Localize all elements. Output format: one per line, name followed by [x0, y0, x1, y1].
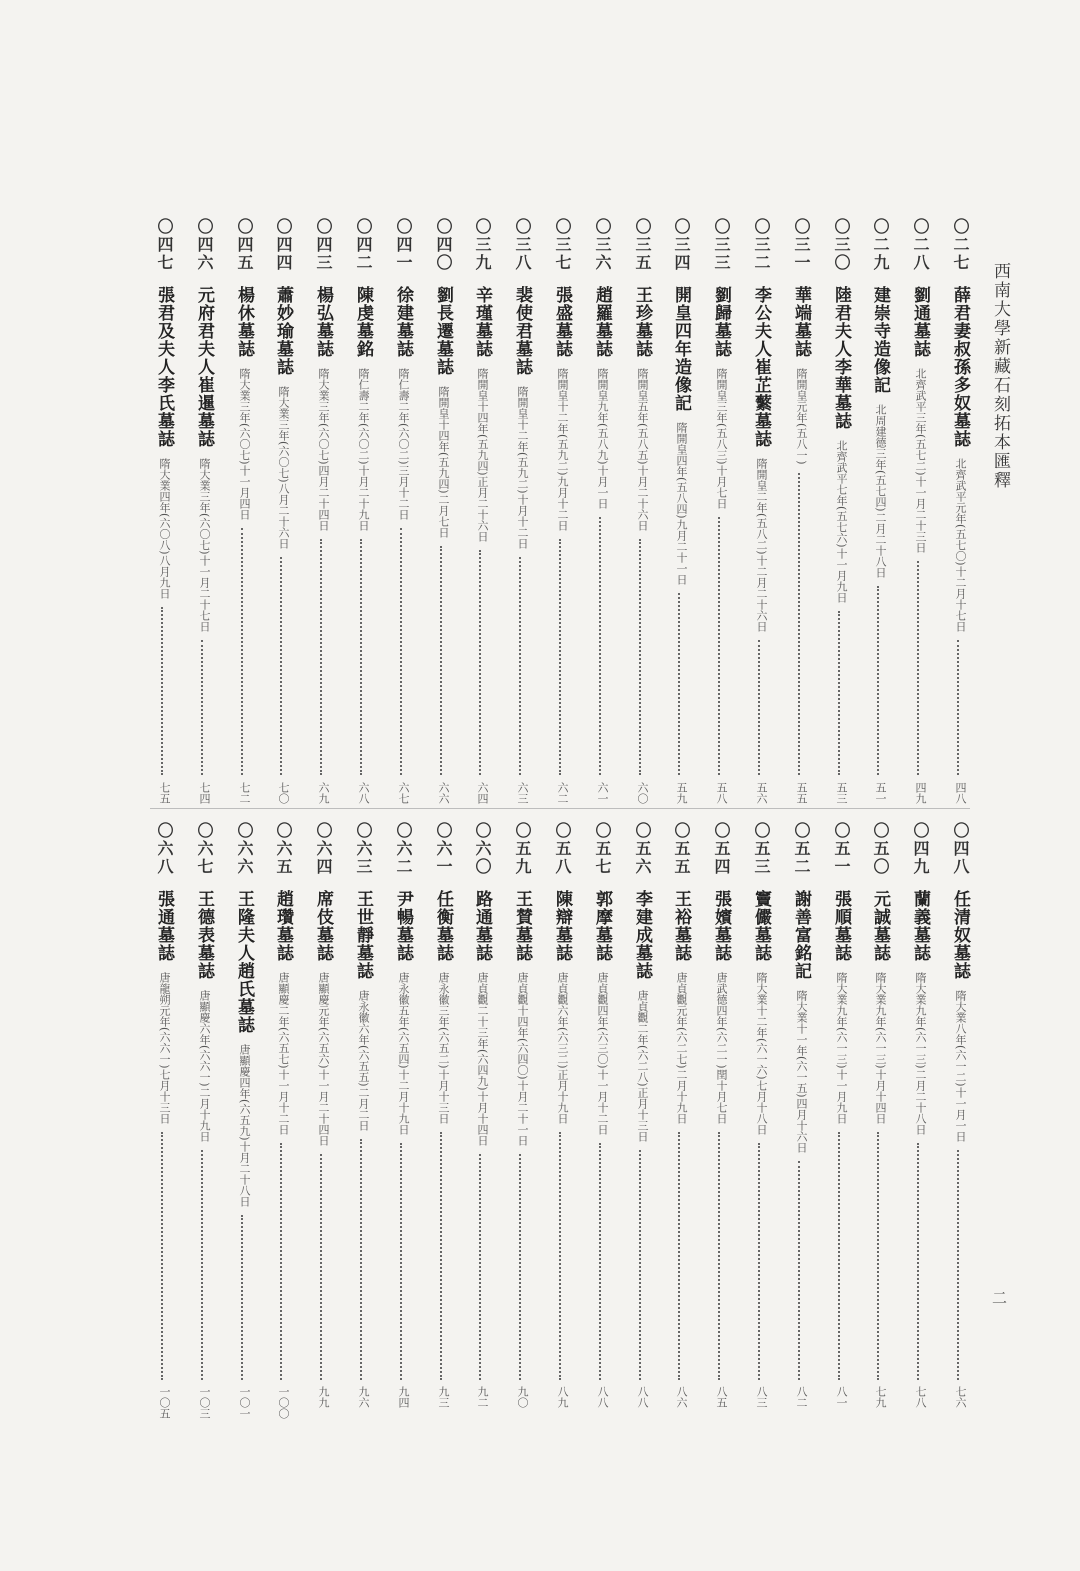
toc-entry[interactable]: [386, 218, 416, 520]
toc-entry[interactable]: [346, 822, 376, 1131]
toc-entry[interactable]: [465, 218, 495, 542]
toc-entry[interactable]: [306, 822, 336, 1146]
dot-leader: [400, 1143, 405, 1380]
dot-leader: [798, 1161, 803, 1380]
dot-leader: [639, 539, 644, 775]
entry-number: 〇四四: [274, 218, 293, 272]
toc-entry[interactable]: [824, 822, 854, 1124]
entry-date: 北齊武平元年(五七〇)十二月十七日: [954, 458, 967, 632]
entry-title: 席伎墓誌: [313, 890, 333, 962]
entry-page-number: 四九: [914, 782, 927, 804]
entry-title: 王賛墓誌: [512, 890, 532, 962]
entry-page-number: 九四: [397, 1386, 410, 1408]
dot-leader: [758, 640, 763, 775]
entry-page-number: 七〇: [277, 782, 290, 804]
entry-title: 開皇四年造像記: [671, 286, 691, 412]
toc-entry[interactable]: [664, 218, 694, 585]
dot-leader: [957, 1150, 962, 1380]
toc-entry[interactable]: [426, 218, 456, 538]
toc-entry[interactable]: [346, 218, 376, 531]
toc-entry[interactable]: [187, 822, 217, 1142]
dot-leader: [957, 640, 962, 775]
entry-title: 陳辯墓誌: [552, 890, 572, 962]
entry-number: 〇四〇: [434, 218, 453, 272]
entry-title: 蕭妙瑜墓誌: [273, 286, 293, 376]
entry-page-number: 九三: [437, 1386, 450, 1408]
toc-entry[interactable]: [585, 218, 615, 509]
dot-leader: [241, 1215, 246, 1380]
entry-title: 任衡墓誌: [433, 890, 453, 962]
entry-number: 〇三三: [712, 218, 731, 272]
entry-number: 〇五三: [752, 822, 771, 876]
dot-leader: [559, 1132, 564, 1380]
toc-entry[interactable]: [147, 822, 177, 1124]
entry-page-number: 七九: [874, 1386, 887, 1408]
entry-date: 隋仁壽二年(六〇二)十月二十九日: [357, 368, 370, 531]
entry-number: 〇六八: [155, 822, 174, 876]
entry-title: 王德表墓誌: [194, 890, 214, 980]
toc-entry[interactable]: [625, 822, 655, 1142]
entry-page-number: 九九: [317, 1386, 330, 1408]
entry-number: 〇四二: [354, 218, 373, 272]
entry-title: 徐建墓誌: [393, 286, 413, 358]
entry-number: 〇六七: [195, 822, 214, 876]
entry-title: 張盛墓誌: [552, 286, 572, 358]
entry-number: 〇三四: [672, 218, 691, 272]
entry-number: 〇六五: [274, 822, 293, 876]
entry-title: 王裕墓誌: [671, 890, 691, 962]
entry-date: 北齊武平三年(五七二)十一月二十三日: [914, 368, 927, 553]
entry-number: 〇五八: [553, 822, 572, 876]
entry-number: 〇五一: [832, 822, 851, 876]
entry-date: 唐永徽三年(六五二)十月十三日: [437, 972, 450, 1124]
entry-date: 隋大業三年(六〇七)四月二十四日: [317, 368, 330, 531]
entry-page-number: 七六: [954, 1386, 967, 1408]
entry-page-number: 五九: [675, 782, 688, 804]
entry-page-number: 一〇〇: [277, 1386, 290, 1419]
entry-date: 北周建德三年(五七四)二月二十八日: [874, 404, 887, 578]
entry-date: 隋開皇十二年(五九二)十月十二日: [516, 386, 529, 549]
toc-entry[interactable]: [227, 218, 257, 520]
dot-leader: [718, 1132, 723, 1380]
entry-title: 裴使君墓誌: [512, 286, 532, 376]
dot-leader: [758, 1143, 763, 1380]
entry-title: 趙羅墓誌: [592, 286, 612, 358]
dot-leader: [798, 473, 803, 775]
entry-date: 隋大業三年(六〇七)十一月四日: [238, 368, 251, 520]
entry-date: 隋開皇九年(五八九)十月一日: [596, 368, 609, 509]
entry-number: 〇二九: [871, 218, 890, 272]
dot-leader: [440, 546, 445, 775]
entry-title: 劉歸墓誌: [711, 286, 731, 358]
entry-title: 薛君妻叔孫多奴墓誌: [950, 286, 970, 448]
dot-leader: [678, 593, 683, 775]
entry-number: 〇三六: [593, 218, 612, 272]
entry-page-number: 六六: [437, 782, 450, 804]
dot-leader: [440, 1132, 445, 1380]
dot-leader: [360, 539, 365, 775]
entry-date: 唐龍朔元年(六六一)七月十三日: [158, 972, 171, 1124]
toc-entry[interactable]: [426, 822, 456, 1124]
entry-date: 唐顯慶六年(六六一)二月十九日: [198, 990, 211, 1142]
entry-page-number: 八三: [755, 1386, 768, 1408]
dot-leader: [877, 586, 882, 775]
entry-date: 隋開皇四年(五八四)九月二十一日: [675, 422, 688, 585]
entry-number: 〇五九: [513, 822, 532, 876]
entry-page-number: 八九: [556, 1386, 569, 1408]
dot-leader: [559, 539, 564, 775]
entry-number: 〇四八: [951, 822, 970, 876]
entry-title: 張順墓誌: [831, 890, 851, 962]
toc-entry[interactable]: [465, 822, 495, 1146]
entry-number: 〇六〇: [473, 822, 492, 876]
entry-title: 趙瓚墓誌: [273, 890, 293, 962]
toc-entry[interactable]: [863, 218, 893, 578]
dot-leader: [479, 550, 484, 775]
entry-number: 〇六六: [235, 822, 254, 876]
entry-number: 〇六一: [434, 822, 453, 876]
entry-page-number: 九二: [476, 1386, 489, 1408]
toc-entry[interactable]: [147, 218, 177, 599]
toc-entry[interactable]: [227, 822, 257, 1207]
entry-page-number: 四八: [954, 782, 967, 804]
entry-number: 〇四五: [235, 218, 254, 272]
entry-title: 陳虔墓銘: [353, 286, 373, 358]
entry-number: 〇四三: [314, 218, 333, 272]
entry-page-number: 六二: [556, 782, 569, 804]
entry-date: 唐貞觀十四年(六四〇)十月二十一日: [516, 972, 529, 1146]
entry-date: 唐顯慶二年(六五七)十一月十二日: [277, 972, 290, 1135]
entry-date: 隋大業三年(六〇七)八月二十六日: [277, 386, 290, 549]
entry-date: 唐貞觀二十三年(六四九)十月十四日: [476, 972, 489, 1146]
entry-date: 隋大業九年(六一三)二月二十八日: [914, 972, 927, 1135]
entry-date: 隋大業十一年(六一五)四月十六日: [795, 990, 808, 1153]
entry-title: 蘭義墓誌: [910, 890, 930, 962]
entry-page-number: 六八: [357, 782, 370, 804]
entry-number: 〇四九: [911, 822, 930, 876]
entry-number: 〇三五: [633, 218, 652, 272]
entry-page-number: 八八: [596, 1386, 609, 1408]
toc-entry[interactable]: [266, 822, 296, 1135]
entry-title: 元府君夫人崔暹墓誌: [194, 286, 214, 448]
entry-page-number: 六一: [596, 782, 609, 804]
entry-title: 張通墓誌: [154, 890, 174, 962]
toc-entry[interactable]: [744, 822, 774, 1135]
entry-title: 楊休墓誌: [234, 286, 254, 358]
entry-title: 路通墓誌: [472, 890, 492, 962]
entry-date: 唐貞觀二年(六二八)正月十三日: [636, 990, 649, 1142]
entry-date: 隋仁壽二年(六〇二)三月十二日: [397, 368, 410, 520]
toc-entry[interactable]: [824, 218, 854, 603]
entry-page-number: 一〇五: [158, 1386, 171, 1419]
entry-page-number: 七五: [158, 782, 171, 804]
dot-leader: [718, 517, 723, 775]
entry-title: 任清奴墓誌: [950, 890, 970, 980]
dot-leader: [678, 1132, 683, 1380]
dot-leader: [599, 517, 604, 775]
entry-date: 隋大業四年(六〇八)八月九日: [158, 458, 171, 599]
entry-number: 〇五四: [712, 822, 731, 876]
entry-page-number: 五五: [795, 782, 808, 804]
toc-entry[interactable]: [625, 218, 655, 531]
entry-title: 尹暢墓誌: [393, 890, 413, 962]
entry-date: 隋開皇五年(五八五)十月二十六日: [636, 368, 649, 531]
entry-page-number: 八一: [835, 1386, 848, 1408]
toc-entry[interactable]: [704, 822, 734, 1124]
entry-number: 〇四六: [195, 218, 214, 272]
entry-number: 〇三八: [513, 218, 532, 272]
entry-number: 〇五五: [672, 822, 691, 876]
entry-date: 隋大業十二年(六一六)七月十八日: [755, 972, 768, 1135]
entry-title: 陸君夫人李華墓誌: [831, 286, 851, 430]
entry-date: 唐永徽五年(六五四)十二月十九日: [397, 972, 410, 1135]
toc-entry[interactable]: [704, 218, 734, 509]
toc-entry[interactable]: [943, 822, 973, 1142]
entry-number: 〇三二: [752, 218, 771, 272]
entry-page-number: 八六: [675, 1386, 688, 1408]
dot-leader: [241, 528, 246, 775]
entry-title: 辛瑾墓誌: [472, 286, 492, 358]
toc-entry[interactable]: [903, 822, 933, 1135]
entry-page-number: 五三: [835, 782, 848, 804]
entry-date: 隋開皇元年(五八一): [795, 368, 808, 465]
entry-date: 隋大業九年(六一三)十月十四日: [874, 972, 887, 1124]
toc-entry[interactable]: [863, 822, 893, 1124]
entry-title: 張君及夫人李氏墓誌: [154, 286, 174, 448]
entry-title: 楊弘墓誌: [313, 286, 333, 358]
entry-date: 隋大業九年(六一三)十一月九日: [835, 972, 848, 1124]
toc-entry[interactable]: [664, 822, 694, 1124]
toc-entry[interactable]: [505, 218, 535, 549]
entry-title: 李公夫人崔芷蘩墓誌: [751, 286, 771, 448]
entry-page-number: 七八: [914, 1386, 927, 1408]
entry-page-number: 七二: [238, 782, 251, 804]
entry-date: 唐貞觀六年(六三二)正月十九日: [556, 972, 569, 1124]
entry-date: 隋開皇十二年(五九二)九月十二日: [556, 368, 569, 531]
entry-page-number: 一〇一: [238, 1386, 251, 1419]
dot-leader: [519, 1154, 524, 1380]
dot-leader: [599, 1143, 604, 1380]
entry-title: 謝善富銘記: [791, 890, 811, 980]
entry-number: 〇二八: [911, 218, 930, 272]
toc-entry[interactable]: [266, 218, 296, 549]
entry-number: 〇五七: [593, 822, 612, 876]
toc-entry[interactable]: [545, 822, 575, 1124]
dot-leader: [280, 557, 285, 775]
entry-date: 隋大業八年(六一二)十一月一日: [954, 990, 967, 1142]
dot-leader: [479, 1154, 484, 1380]
entry-title: 劉通墓誌: [910, 286, 930, 358]
dot-leader: [320, 539, 325, 775]
entry-number: 〇三一: [792, 218, 811, 272]
entry-page-number: 一〇三: [198, 1386, 211, 1419]
entry-page-number: 八五: [715, 1386, 728, 1408]
entry-title: 竇儼墓誌: [751, 890, 771, 962]
entry-number: 〇三九: [473, 218, 492, 272]
entry-title: 華端墓誌: [791, 286, 811, 358]
entry-date: 唐貞觀元年(六二七)二月十九日: [675, 972, 688, 1124]
entry-date: 唐貞觀四年(六三〇)十一月十二日: [596, 972, 609, 1135]
entry-page-number: 九〇: [516, 1386, 529, 1408]
dot-leader: [838, 611, 843, 775]
toc-entry[interactable]: [187, 218, 217, 632]
dot-leader: [519, 557, 524, 775]
entry-title: 王世靜墓誌: [353, 890, 373, 980]
dot-leader: [400, 528, 405, 775]
dot-leader: [201, 640, 206, 775]
toc-entry[interactable]: [386, 822, 416, 1135]
dot-leader: [877, 1132, 882, 1380]
entry-page-number: 六三: [516, 782, 529, 804]
entry-title: 郭摩墓誌: [592, 890, 612, 962]
entry-page-number: 五一: [874, 782, 887, 804]
entry-date: 隋大業三年(六〇七)十一月二十七日: [198, 458, 211, 632]
toc-entry[interactable]: [903, 218, 933, 553]
page-number: 二: [990, 1290, 1008, 1305]
dot-leader: [320, 1154, 325, 1380]
entry-page-number: 九六: [357, 1386, 370, 1408]
entry-page-number: 六四: [476, 782, 489, 804]
toc-entry[interactable]: [306, 218, 336, 531]
toc-entry[interactable]: [784, 822, 814, 1153]
entry-page-number: 六九: [317, 782, 330, 804]
entry-number: 〇五〇: [871, 822, 890, 876]
running-head: 西南大學新藏石刻拓本匯釋: [990, 262, 1010, 490]
entry-title: 元誠墓誌: [870, 890, 890, 962]
entry-number: 〇四七: [155, 218, 174, 272]
entry-date: 隋開皇三年(五八三)十月七日: [715, 368, 728, 509]
entry-date: 唐永徽六年(六五五)二月二日: [357, 990, 370, 1131]
entry-page-number: 六〇: [636, 782, 649, 804]
dot-leader: [161, 1132, 166, 1380]
entry-date: 唐武德四年(六二一)閏十月七日: [715, 972, 728, 1124]
entry-title: 王隆夫人趙氏墓誌: [234, 890, 254, 1034]
dot-leader: [161, 607, 166, 775]
entry-date: 隋開皇十四年(五九四)二月七日: [437, 386, 450, 538]
dot-leader: [360, 1139, 365, 1380]
toc-entry[interactable]: [943, 218, 973, 632]
entry-date: 北齊武平七年(五七六)十一月九日: [835, 440, 848, 603]
entry-number: 〇四一: [394, 218, 413, 272]
entry-page-number: 八八: [636, 1386, 649, 1408]
entry-date: 隋開皇二年(五八二)十二月二十六日: [755, 458, 768, 632]
entry-title: 劉長遷墓誌: [433, 286, 453, 376]
entry-number: 〇六三: [354, 822, 373, 876]
dot-leader: [917, 561, 922, 775]
entry-date: 唐顯慶元年(六五六)十一月二十四日: [317, 972, 330, 1146]
entry-number: 〇五二: [792, 822, 811, 876]
toc-entry[interactable]: [744, 218, 774, 632]
toc-entry[interactable]: [545, 218, 575, 531]
dot-leader: [838, 1132, 843, 1380]
entry-number: 〇六二: [394, 822, 413, 876]
toc-entry[interactable]: [784, 218, 814, 465]
entry-number: 〇六四: [314, 822, 333, 876]
dot-leader: [201, 1150, 206, 1380]
entry-page-number: 八二: [795, 1386, 808, 1408]
entry-title: 張嬪墓誌: [711, 890, 731, 962]
entry-date: 隋開皇十四年(五九四)正月二十六日: [476, 368, 489, 542]
dot-leader: [280, 1143, 285, 1380]
entry-number: 〇三七: [553, 218, 572, 272]
toc-entry[interactable]: [505, 822, 535, 1146]
dot-leader: [917, 1143, 922, 1380]
entry-number: 〇五六: [633, 822, 652, 876]
entry-date: 唐顯慶四年(六五九)十月二十八日: [238, 1044, 251, 1207]
section-divider: [150, 808, 970, 809]
dot-leader: [639, 1150, 644, 1380]
toc-entry[interactable]: [585, 822, 615, 1135]
entry-page-number: 六七: [397, 782, 410, 804]
entry-title: 李建成墓誌: [632, 890, 652, 980]
entry-page-number: 五八: [715, 782, 728, 804]
entry-title: 王珍墓誌: [632, 286, 652, 358]
entry-page-number: 五六: [755, 782, 768, 804]
entry-number: 〇三〇: [832, 218, 851, 272]
entry-number: 〇二七: [951, 218, 970, 272]
entry-title: 建崇寺造像記: [870, 286, 890, 394]
entry-page-number: 七四: [198, 782, 211, 804]
